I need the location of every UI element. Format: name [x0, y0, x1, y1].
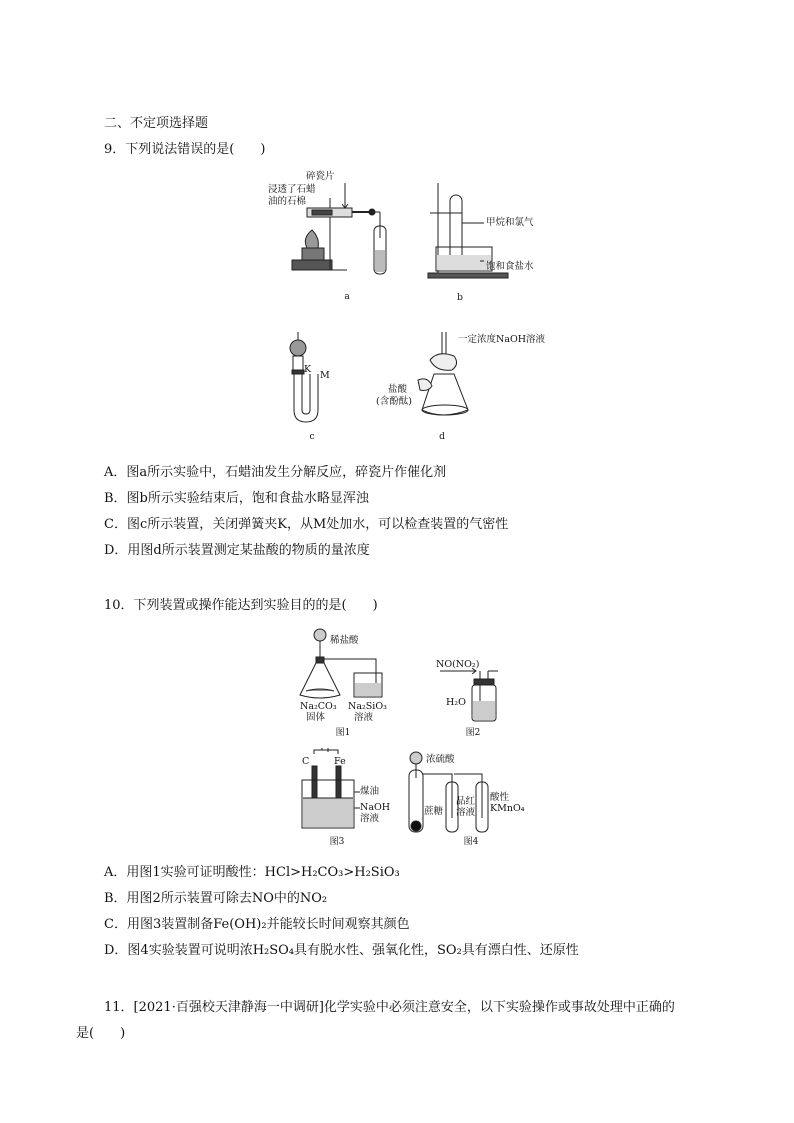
fig-b-label-brine: 饱和食盐水 [486, 261, 534, 272]
fig-c-label-m: M [320, 370, 330, 381]
fig-d-label-hcl-2: (含酚酞) [376, 396, 412, 407]
q10-option-b: B．用图2所示装置可除去NO中的NO₂ [104, 891, 328, 906]
fig3-label-naoh-2: 溶液 [360, 813, 380, 824]
q10-figure-4 [404, 748, 534, 848]
fig3-label-carbon: C [302, 756, 310, 767]
fig1-label-silicate-1: Na₂SiO₃ [348, 701, 387, 712]
q10-figure-2 [436, 655, 536, 740]
fig3-label-oil: 煤油 [360, 786, 380, 797]
fig1-label-silicate-2: 溶液 [354, 712, 374, 723]
fig-a-caption: a [344, 292, 350, 302]
fig-a-label-paraffin-2: 油的石棉 [268, 196, 307, 207]
fig-d-caption: d [439, 432, 445, 442]
methane-chlorine-drawing [420, 175, 570, 305]
q9-option-b: B．图b所示实验结束后，饱和食盐水略显浑浊 [104, 491, 369, 506]
fig3-label-naoh-1: NaOH [360, 802, 391, 813]
fig4-label-sugar: 蔗糖 [424, 806, 444, 817]
q10-option-c: C．用图3装置制备Fe(OH)₂并能较长时间观察其颜色 [104, 917, 410, 932]
fig3-caption: 图3 [329, 837, 345, 847]
q11-stem-line2: 是( ) [76, 1026, 126, 1041]
q9-option-d: D．用图d所示装置测定某盐酸的物质的量浓度 [104, 543, 370, 558]
fig1-label-carbonate-1: Na₂CO₃ [300, 701, 337, 712]
q9-figure-b [420, 175, 570, 305]
q10-stem: 10．下列装置或操作能达到实验目的的是( ) [104, 598, 378, 613]
fig-a-label-paraffin-1: 浸透了石蜡 [268, 184, 316, 195]
fig4-label-fuchsin-2: 溶液 [456, 807, 476, 818]
u-tube-drawing [282, 330, 342, 445]
fig1-caption: 图1 [335, 728, 351, 738]
fig-d-label-naoh: 一定浓度NaOH溶液 [458, 334, 546, 345]
fig4-label-acid: 浓硫酸 [426, 754, 455, 765]
q9-stem: 9．下列说法错误的是( ) [104, 142, 266, 157]
fig4-caption: 图4 [463, 837, 479, 847]
q9-option-c: C．图c所示装置，关闭弹簧夹K，从M处加水，可以检查装置的气密性 [104, 517, 509, 532]
fig-b-caption: b [457, 293, 463, 303]
fig-a-label-ceramic: 碎瓷片 [306, 171, 335, 182]
fig-b-label-gas: 甲烷和氯气 [486, 217, 534, 228]
q10-figure-3 [300, 748, 410, 848]
q10-option-a: A．用图1实验可证明酸性：HCl>H₂CO₃>H₂SiO₃ [104, 865, 400, 880]
q10-figure-1 [290, 625, 410, 740]
fig1-label-carbonate-2: 固体 [306, 712, 326, 723]
fig1-label-acid: 稀盐酸 [330, 635, 359, 646]
electrolysis-drawing [300, 748, 410, 848]
q11-stem-line1: 11．[2021·百强校天津静海一中调研]化学实验中必须注意安全，以下实验操作或事故处理中正确的 [104, 1000, 675, 1015]
q10-option-d: D．图4实验装置可说明浓H₂SO₄具有脱水性、强氧化性，SO₂具有漂白性、还原性 [104, 943, 579, 958]
fig2-caption: 图2 [465, 728, 481, 738]
fig3-label-iron: Fe [334, 756, 346, 767]
fig4-label-kmno4-1: 酸性 [490, 792, 510, 803]
q9-option-a: A．图a所示实验中，石蜡油发生分解反应，碎瓷片作催化剂 [104, 465, 447, 480]
q9-figure-a [262, 168, 412, 308]
fig-c-label-k: K [304, 364, 312, 375]
fig2-label-gas: NO(NO₂) [436, 659, 480, 670]
fig-d-label-hcl-1: 盐酸 [388, 384, 408, 395]
fig2-label-water: H₂O [446, 697, 466, 708]
fig-c-caption: c [309, 432, 315, 442]
q9-figure-d [372, 330, 572, 445]
q9-figure-c [282, 330, 342, 445]
fig4-label-fuchsin-1: 品红 [456, 796, 476, 807]
fig4-label-kmno4-2: KMnO₄ [490, 803, 525, 814]
section-title: 二、不定项选择题 [104, 116, 209, 131]
